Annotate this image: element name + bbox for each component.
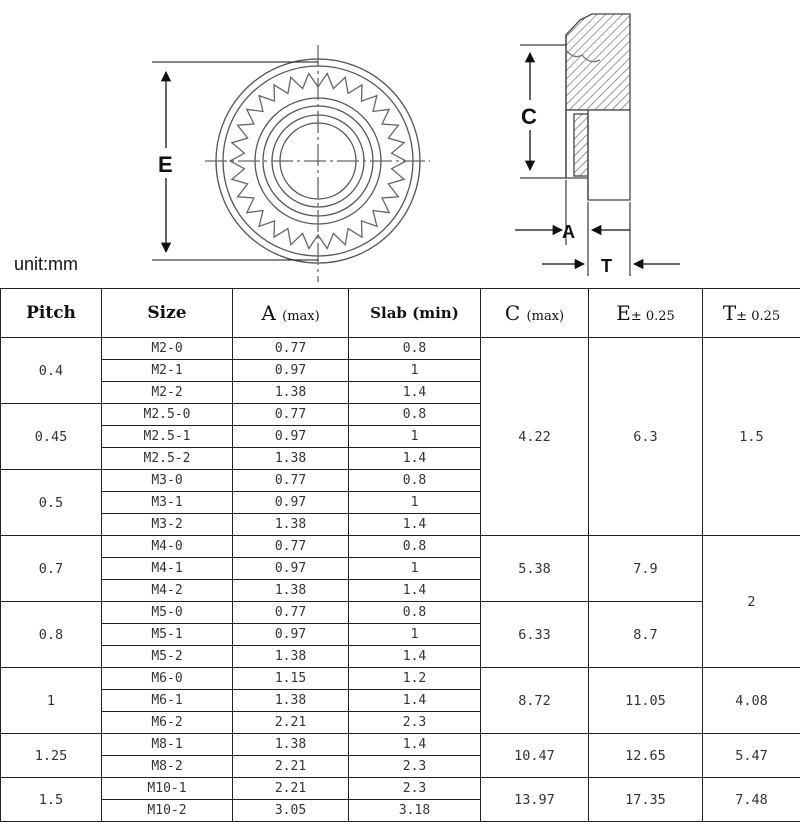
slab-cell: 1.4 <box>349 382 481 404</box>
a-cell: 0.77 <box>233 602 349 624</box>
slab-cell: 1 <box>349 624 481 646</box>
a-cell: 0.97 <box>233 426 349 448</box>
pitch-cell: 0.8 <box>1 602 102 668</box>
t-cell: 4.08 <box>703 668 800 734</box>
c-cell: 4.22 <box>481 338 589 536</box>
table-body <box>1 338 800 822</box>
slab-cell: 2.3 <box>349 756 481 778</box>
size-cell: M2-2 <box>102 382 233 404</box>
header-slab: Slab (min) <box>349 289 481 338</box>
a-cell: 0.97 <box>233 624 349 646</box>
pitch-cell: 0.45 <box>1 404 102 470</box>
size-cell: M2-0 <box>102 338 233 360</box>
pitch-cell: 0.5 <box>1 470 102 536</box>
a-cell: 1.38 <box>233 514 349 536</box>
label-c: C <box>521 104 537 129</box>
size-cell: M2-1 <box>102 360 233 382</box>
a-cell: 1.38 <box>233 382 349 404</box>
table-header-row <box>1 289 800 338</box>
slab-cell: 1.2 <box>349 668 481 690</box>
t-cell: 1.5 <box>703 338 800 536</box>
size-cell: M6-1 <box>102 690 233 712</box>
e-cell: 17.35 <box>589 778 703 822</box>
slab-cell: 1.4 <box>349 580 481 602</box>
size-cell: M6-2 <box>102 712 233 734</box>
pitch-cell: 1.25 <box>1 734 102 778</box>
c-cell: 13.97 <box>481 778 589 822</box>
size-cell: M2.5-0 <box>102 404 233 426</box>
a-cell: 1.38 <box>233 734 349 756</box>
size-cell: M3-0 <box>102 470 233 492</box>
size-cell: M8-2 <box>102 756 233 778</box>
slab-cell: 1.4 <box>349 690 481 712</box>
size-cell: M4-1 <box>102 558 233 580</box>
a-cell: 0.77 <box>233 536 349 558</box>
t-cell: 7.48 <box>703 778 800 822</box>
a-cell: 1.38 <box>233 646 349 668</box>
size-cell: M5-0 <box>102 602 233 624</box>
slab-cell: 1.4 <box>349 448 481 470</box>
a-cell: 0.97 <box>233 492 349 514</box>
pitch-cell: 0.4 <box>1 338 102 404</box>
unit-label: unit:mm <box>14 254 78 275</box>
table-row <box>1 536 800 558</box>
e-cell: 7.9 <box>589 536 703 602</box>
slab-cell: 1 <box>349 426 481 448</box>
size-cell: M3-2 <box>102 514 233 536</box>
front-view <box>205 45 430 282</box>
t-cell: 5.47 <box>703 734 800 778</box>
table-row <box>1 602 800 624</box>
slab-cell: 1.4 <box>349 646 481 668</box>
label-t: T <box>601 256 612 276</box>
header-c: C (max) <box>481 289 589 338</box>
label-e: E <box>158 152 173 177</box>
table-row <box>1 668 800 690</box>
header-e: E± 0.25 <box>589 289 703 338</box>
size-cell: M10-2 <box>102 800 233 822</box>
size-cell: M6-0 <box>102 668 233 690</box>
pitch-cell: 0.7 <box>1 536 102 602</box>
spec-table <box>0 288 800 822</box>
slab-cell: 1 <box>349 360 481 382</box>
slab-cell: 0.8 <box>349 536 481 558</box>
size-cell: M2.5-2 <box>102 448 233 470</box>
a-cell: 1.38 <box>233 580 349 602</box>
size-cell: M10-1 <box>102 778 233 800</box>
a-cell: 0.77 <box>233 404 349 426</box>
pitch-cell: 1.5 <box>1 778 102 822</box>
slab-cell: 0.8 <box>349 470 481 492</box>
a-cell: 0.97 <box>233 360 349 382</box>
slab-cell: 3.18 <box>349 800 481 822</box>
e-cell: 6.3 <box>589 338 703 536</box>
e-cell: 8.7 <box>589 602 703 668</box>
a-cell: 0.77 <box>233 338 349 360</box>
size-cell: M5-1 <box>102 624 233 646</box>
size-cell: M5-2 <box>102 646 233 668</box>
c-cell: 5.38 <box>481 536 589 602</box>
c-cell: 10.47 <box>481 734 589 778</box>
header-a: A (max) <box>233 289 349 338</box>
table-row <box>1 734 800 756</box>
a-cell: 1.38 <box>233 690 349 712</box>
header-pitch: Pitch <box>1 289 102 338</box>
a-cell: 3.05 <box>233 800 349 822</box>
size-cell: M2.5-1 <box>102 426 233 448</box>
slab-cell: 1 <box>349 558 481 580</box>
side-view <box>566 14 630 200</box>
size-cell: M8-1 <box>102 734 233 756</box>
pitch-cell: 1 <box>1 668 102 734</box>
size-cell: M4-2 <box>102 580 233 602</box>
e-cell: 11.05 <box>589 668 703 734</box>
header-t: T± 0.25 <box>703 289 800 338</box>
c-cell: 8.72 <box>481 668 589 734</box>
size-cell: M3-1 <box>102 492 233 514</box>
c-cell: 6.33 <box>481 602 589 668</box>
slab-cell: 0.8 <box>349 404 481 426</box>
slab-cell: 1.4 <box>349 514 481 536</box>
a-cell: 2.21 <box>233 778 349 800</box>
slab-cell: 2.3 <box>349 778 481 800</box>
size-cell: M4-0 <box>102 536 233 558</box>
dimension-e <box>152 62 318 260</box>
e-cell: 12.65 <box>589 734 703 778</box>
table-row <box>1 778 800 800</box>
slab-cell: 0.8 <box>349 338 481 360</box>
slab-cell: 2.3 <box>349 712 481 734</box>
a-cell: 2.21 <box>233 756 349 778</box>
slab-cell: 0.8 <box>349 602 481 624</box>
slab-cell: 1.4 <box>349 734 481 756</box>
header-size: Size <box>102 289 233 338</box>
a-cell: 0.77 <box>233 470 349 492</box>
t-cell: 2 <box>703 536 800 668</box>
technical-drawing <box>0 0 800 286</box>
a-cell: 0.97 <box>233 558 349 580</box>
label-a: A <box>562 222 575 242</box>
a-cell: 1.38 <box>233 448 349 470</box>
a-cell: 2.21 <box>233 712 349 734</box>
a-cell: 1.15 <box>233 668 349 690</box>
table-row <box>1 338 800 360</box>
slab-cell: 1 <box>349 492 481 514</box>
